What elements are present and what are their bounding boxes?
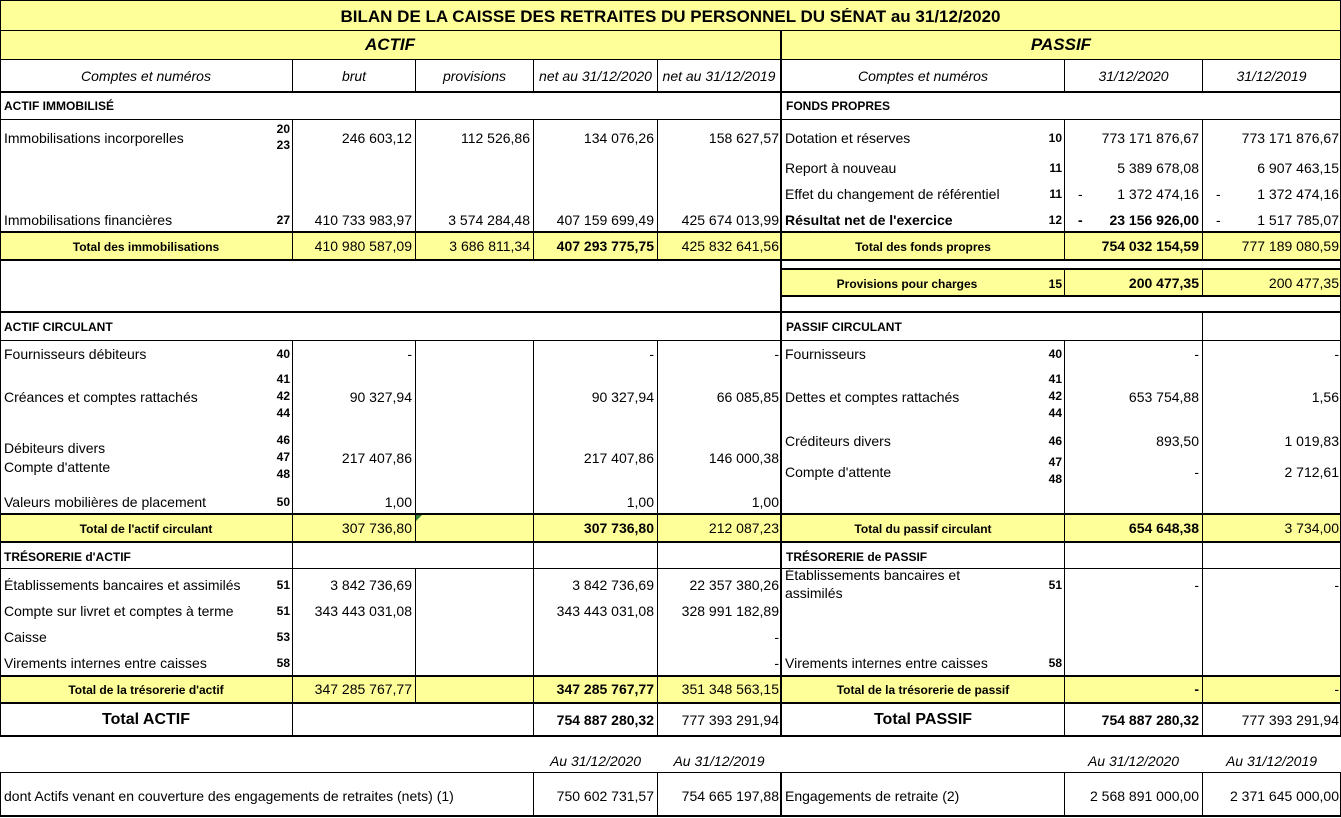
- cell-passif-2019: 1 517 785,07: [1257, 212, 1339, 228]
- cell-net-2020: 134 076,26: [583, 130, 654, 146]
- cell-provisions: 3 574 284,48: [448, 212, 530, 228]
- footer-header-passif-2019: Au 31/12/2019: [1225, 753, 1318, 769]
- row-label-virements: Virements internes entre caisses: [4, 655, 207, 671]
- row-label-clip: [782, 583, 1032, 598]
- total-tresorerie-passif-label: Total de la trésorerie de passif: [836, 683, 1010, 697]
- row-label-crediteurs: Créditeurs divers: [785, 433, 891, 449]
- cell-net-2020: 407 293 775,75: [556, 238, 654, 254]
- cell-net-2019: 351 348 563,15: [681, 681, 779, 697]
- code: 12: [1048, 213, 1062, 227]
- cell-net-2019: 425 674 013,99: [681, 212, 779, 228]
- cell-passif-2020: 773 171 876,67: [1101, 130, 1199, 146]
- cell-brut: 3 842 736,69: [330, 577, 412, 593]
- row-label-etablissements: Établissements bancaires et: [785, 568, 961, 583]
- total-passif-2019: 777 393 291,94: [1241, 712, 1339, 728]
- cell-net-2020: 407 159 699,49: [556, 212, 654, 228]
- total-fonds-propres-label: Total des fonds propres: [855, 240, 991, 254]
- code: 51: [276, 578, 290, 592]
- col-header-net-2020: net au 31/12/2020: [539, 68, 652, 84]
- cell-net-2020: 1,00: [626, 494, 654, 510]
- row-label-immob-incorporelles: Immobilisations incorporelles: [4, 130, 184, 146]
- col-header-brut: brut: [341, 68, 367, 84]
- code: 27: [276, 213, 290, 227]
- code: 47: [276, 450, 290, 464]
- col-header-passif-2020: 31/12/2020: [1098, 68, 1169, 84]
- row-label-dettes: Dettes et comptes rattachés: [785, 389, 960, 405]
- cell-brut: 90 327,94: [349, 389, 412, 405]
- footer-engagements-2019: 2 371 645 000,00: [1230, 788, 1339, 804]
- code: 46: [276, 433, 290, 447]
- row-label-effet: Effet du changement de référentiel: [785, 186, 1000, 202]
- cell-passif-2020: -: [1194, 464, 1199, 480]
- row-label-immob-financieres: Immobilisations financières: [4, 212, 173, 228]
- footer-header-2020: Au 31/12/2020: [549, 753, 642, 769]
- cell-passif-2019: 200 477,35: [1268, 275, 1339, 291]
- cell-passif-2019: 773 171 876,67: [1241, 130, 1339, 146]
- cell-brut: 217 407,86: [341, 450, 412, 466]
- code: 10: [1048, 131, 1062, 145]
- cell-provisions: 112 526,86: [460, 130, 530, 146]
- section-passif-circulant: PASSIF CIRCULANT: [786, 320, 902, 334]
- row-label-dotation: Dotation et réserves: [785, 130, 911, 146]
- footer-header-passif-2020: Au 31/12/2020: [1087, 753, 1180, 769]
- code: 47: [1048, 455, 1062, 469]
- row-label-etablissements: Établissements bancaires et assimilés: [4, 577, 241, 593]
- cell-brut: 410 980 587,09: [314, 238, 412, 254]
- cell-net-2019: 66 085,85: [716, 389, 779, 405]
- comment-marker: [416, 515, 422, 521]
- cell-passif-2019: 2 712,61: [1284, 464, 1339, 480]
- code: 44: [276, 406, 290, 420]
- code: 11: [1049, 161, 1062, 175]
- footer-actifs-2019: 754 665 197,88: [681, 788, 779, 804]
- sign-2020: -: [1078, 212, 1083, 228]
- cell-net-2019: -: [774, 629, 779, 645]
- total-immobilisations-label: Total des immobilisations: [72, 240, 220, 254]
- actif-header: ACTIF: [364, 36, 416, 54]
- col-header-net-2019: net au 31/12/2019: [662, 68, 776, 84]
- sign-2020: -: [1078, 186, 1083, 202]
- footer-engagements-label: Engagements de retraite (2): [785, 788, 960, 804]
- total-passif-2020: 754 887 280,32: [1101, 712, 1199, 728]
- cell-net-2020: 3 842 736,69: [572, 577, 654, 593]
- code: 58: [1048, 656, 1062, 670]
- col-header-passif-2019: 31/12/2019: [1236, 68, 1307, 84]
- section-tresorerie-passif: TRÉSORERIE de PASSIF: [786, 550, 928, 564]
- cell-provisions: 3 686 811,34: [449, 238, 530, 254]
- code: 51: [1048, 578, 1062, 592]
- code: 41: [1048, 372, 1062, 386]
- section-actif-circulant: ACTIF CIRCULANT: [4, 320, 113, 334]
- cell-net-2020: 343 443 031,08: [556, 603, 654, 619]
- cell-passif-2019: 1 019,83: [1284, 433, 1339, 449]
- code: 42: [1048, 389, 1062, 403]
- code: 44: [1048, 406, 1062, 420]
- code: 15: [1048, 277, 1062, 291]
- page-title: BILAN DE LA CAISSE DES RETRAITES DU PERSONNEL DU SÉNAT au 31/12/2020: [340, 8, 1001, 26]
- footer-actifs-couverture-label: dont Actifs venant en couverture des engagements de retraites (nets) (1): [4, 788, 454, 804]
- cell-brut: 307 736,80: [341, 520, 412, 536]
- total-actif-label: Total ACTIF: [102, 711, 190, 728]
- total-tresorerie-actif-label: Total de la trésorerie d'actif: [68, 683, 224, 697]
- cell-net-2019: 425 832 641,56: [681, 238, 779, 254]
- code: 48: [276, 467, 290, 481]
- code: 53: [276, 630, 290, 644]
- cell-net-2020: -: [649, 346, 654, 362]
- cell-passif-2020: 893,50: [1156, 433, 1199, 449]
- row-label-fournisseurs: Fournisseurs: [785, 346, 866, 362]
- cell-net-2019: 328 991 182,89: [681, 603, 779, 619]
- row-label-creances: Créances et comptes rattachés: [4, 389, 198, 405]
- total-actif-circulant-label: Total de l'actif circulant: [79, 522, 213, 536]
- cell-passif-2020: 653 754,88: [1128, 389, 1199, 405]
- provisions-charges-label: Provisions pour charges: [836, 277, 978, 291]
- col-header-passif-comptes: Comptes et numéros: [858, 68, 988, 84]
- footer-engagements-2020: 2 568 891 000,00: [1090, 788, 1199, 804]
- code: 42: [276, 389, 290, 403]
- passif-header: PASSIF: [1030, 36, 1092, 54]
- row-label-virements: Virements internes entre caisses: [785, 655, 988, 671]
- cell-brut: 246 603,12: [341, 130, 412, 146]
- cell-net-2019: 22 357 380,26: [689, 577, 779, 593]
- cell-net-2019: 212 087,23: [708, 520, 779, 536]
- cell-passif-2019: 1,56: [1311, 389, 1339, 405]
- cell-brut: 347 285 767,77: [314, 681, 412, 697]
- cell-net-2019: 146 000,38: [708, 450, 779, 466]
- total-passif-circulant-label: Total du passif circulant: [854, 522, 992, 536]
- sign-2019: -: [1216, 186, 1221, 202]
- cell-passif-2020: -: [1194, 681, 1199, 697]
- cell-net-2019: -: [774, 655, 779, 671]
- cell-net-2020: 90 327,94: [591, 389, 654, 405]
- code: 40: [1048, 347, 1062, 361]
- code: 46: [1048, 434, 1062, 448]
- cell-brut: -: [407, 346, 412, 362]
- section-fonds-propres: FONDS PROPRES: [786, 99, 891, 113]
- code: 11: [1049, 187, 1062, 201]
- code: 58: [276, 656, 290, 670]
- cell-net-2020: 217 407,86: [583, 450, 654, 466]
- code: 51: [276, 604, 290, 618]
- code: 48: [1048, 472, 1062, 486]
- col-header-comptes: Comptes et numéros: [81, 68, 211, 84]
- row-label-valeurs-mobilieres: Valeurs mobilières de placement: [4, 494, 207, 510]
- cell-net-2020: 307 736,80: [583, 520, 654, 536]
- row-label-caisse: Caisse: [4, 629, 47, 645]
- cell-passif-2020: 654 648,38: [1128, 520, 1199, 536]
- section-actif-immobilise: ACTIF IMMOBILISÉ: [4, 99, 114, 113]
- col-header-provisions: provisions: [442, 68, 507, 84]
- cell-brut: 1,00: [384, 494, 412, 510]
- row-label-livret: Compte sur livret et comptes à terme: [4, 603, 234, 619]
- sign-2019: -: [1216, 212, 1221, 228]
- cell-brut: 343 443 031,08: [314, 603, 412, 619]
- cell-passif-2019: 777 189 080,59: [1241, 238, 1339, 254]
- row-label-report: Report à nouveau: [785, 160, 897, 176]
- code: 20: [276, 122, 290, 136]
- section-tresorerie-actif: TRÉSORERIE d'ACTIF: [4, 550, 131, 564]
- row-label-compte-attente: Compte d'attente: [4, 459, 111, 475]
- cell-passif-2020: -: [1194, 346, 1199, 362]
- cell-net-2020: 347 285 767,77: [556, 681, 654, 697]
- code: 23: [276, 138, 290, 152]
- cell-passif-2020: 754 032 154,59: [1101, 238, 1199, 254]
- cell-passif-2020: 23 156 926,00: [1109, 212, 1199, 228]
- cell-brut: 410 733 983,97: [314, 212, 412, 228]
- row-label-compte-attente: Compte d'attente: [785, 464, 892, 480]
- cell-passif-2019: -: [1334, 346, 1339, 362]
- cell-passif-2019: -: [1334, 681, 1339, 697]
- cell-passif-2020: 1 372 474,16: [1117, 186, 1199, 202]
- cell-net-2019: 158 627,57: [708, 130, 779, 146]
- code: 41: [276, 372, 290, 386]
- total-actif-2020: 754 887 280,32: [556, 712, 654, 728]
- cell-passif-2019: 6 907 463,15: [1257, 160, 1339, 176]
- cell-passif-2020: 200 477,35: [1128, 275, 1199, 291]
- code: 50: [276, 495, 290, 509]
- footer-header-2019: Au 31/12/2019: [673, 753, 765, 769]
- cell-passif-2019: 1 372 474,16: [1257, 186, 1339, 202]
- cell-passif-2020: -: [1194, 577, 1199, 593]
- cell-net-2019: -: [774, 346, 779, 362]
- cell-passif-2020: 5 389 678,08: [1117, 160, 1199, 176]
- cell-net-2019: 1,00: [751, 494, 779, 510]
- row-label-resultat: Résultat net de l'exercice: [785, 212, 953, 228]
- total-passif-label: Total PASSIF: [873, 711, 973, 728]
- code: 40: [276, 347, 290, 361]
- row-label-debiteurs-divers: Débiteurs divers: [4, 440, 106, 456]
- footer-actifs-2020: 750 602 731,57: [556, 788, 654, 804]
- row-label-fournisseurs-debiteurs: Fournisseurs débiteurs: [4, 346, 147, 362]
- row-label-assimiles: assimilés: [785, 586, 843, 598]
- total-actif-2019: 777 393 291,94: [681, 712, 779, 728]
- cell-passif-2019: 3 734,00: [1284, 520, 1339, 536]
- cell-passif-2019: -: [1334, 577, 1339, 593]
